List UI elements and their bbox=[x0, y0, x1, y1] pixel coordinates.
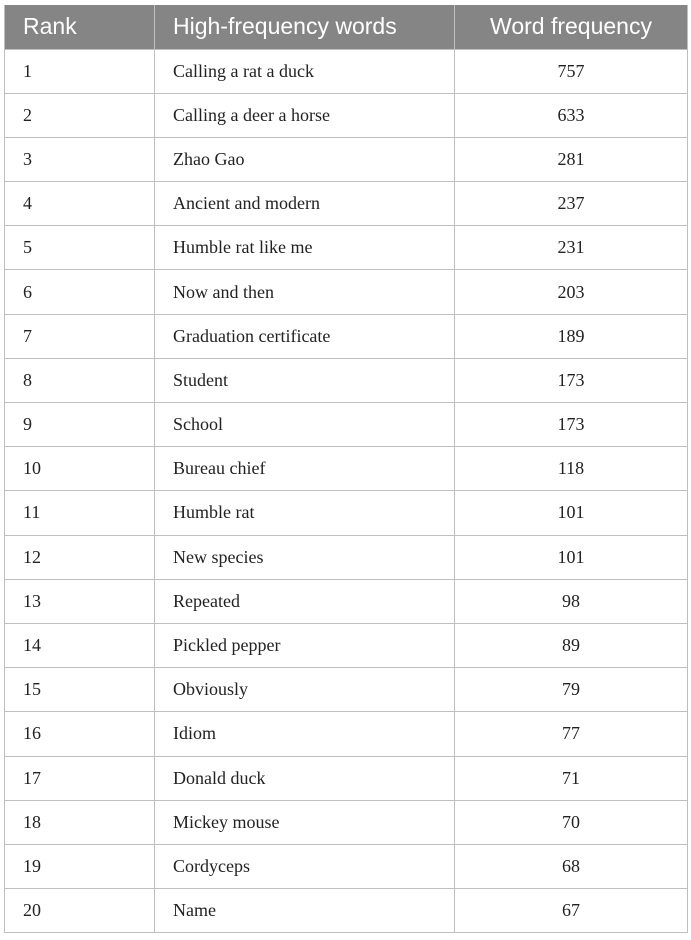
cell-frequency: 70 bbox=[455, 800, 688, 844]
cell-rank: 7 bbox=[5, 314, 155, 358]
cell-rank: 2 bbox=[5, 93, 155, 137]
table-row bbox=[5, 889, 688, 933]
cell-word: Humble rat bbox=[155, 491, 455, 535]
cell-frequency: 237 bbox=[455, 182, 688, 226]
header-frequency: Word frequency bbox=[455, 5, 688, 49]
cell-frequency: 173 bbox=[455, 403, 688, 447]
cell-frequency: 189 bbox=[455, 314, 688, 358]
cell-rank: 5 bbox=[5, 226, 155, 270]
cell-rank: 3 bbox=[5, 137, 155, 181]
header-rank: Rank bbox=[5, 5, 155, 49]
cell-rank: 19 bbox=[5, 844, 155, 888]
table-row bbox=[5, 137, 688, 181]
table-row bbox=[5, 535, 688, 579]
table-row bbox=[5, 358, 688, 402]
cell-word: Calling a rat a duck bbox=[155, 49, 455, 93]
table-row bbox=[5, 403, 688, 447]
cell-rank: 1 bbox=[5, 49, 155, 93]
cell-frequency: 67 bbox=[455, 889, 688, 933]
cell-frequency: 633 bbox=[455, 93, 688, 137]
cell-word: Donald duck bbox=[155, 756, 455, 800]
cell-rank: 15 bbox=[5, 668, 155, 712]
cell-frequency: 757 bbox=[455, 49, 688, 93]
cell-word: Name bbox=[155, 889, 455, 933]
cell-frequency: 101 bbox=[455, 491, 688, 535]
header-word: High-frequency words bbox=[155, 5, 455, 49]
cell-word: Pickled pepper bbox=[155, 623, 455, 667]
table-row bbox=[5, 93, 688, 137]
cell-word: Idiom bbox=[155, 712, 455, 756]
cell-rank: 16 bbox=[5, 712, 155, 756]
cell-word: Calling a deer a horse bbox=[155, 93, 455, 137]
table-row bbox=[5, 800, 688, 844]
cell-rank: 4 bbox=[5, 182, 155, 226]
cell-word: Humble rat like me bbox=[155, 226, 455, 270]
cell-frequency: 89 bbox=[455, 623, 688, 667]
cell-word: Ancient and modern bbox=[155, 182, 455, 226]
cell-frequency: 231 bbox=[455, 226, 688, 270]
cell-frequency: 79 bbox=[455, 668, 688, 712]
cell-word: School bbox=[155, 403, 455, 447]
cell-frequency: 203 bbox=[455, 270, 688, 314]
table-row bbox=[5, 844, 688, 888]
header-row bbox=[5, 5, 688, 49]
cell-rank: 13 bbox=[5, 579, 155, 623]
cell-word: Obviously bbox=[155, 668, 455, 712]
cell-word: New species bbox=[155, 535, 455, 579]
cell-word: Repeated bbox=[155, 579, 455, 623]
cell-frequency: 98 bbox=[455, 579, 688, 623]
cell-frequency: 77 bbox=[455, 712, 688, 756]
cell-frequency: 281 bbox=[455, 137, 688, 181]
cell-word: Cordyceps bbox=[155, 844, 455, 888]
table-row bbox=[5, 623, 688, 667]
cell-rank: 10 bbox=[5, 447, 155, 491]
table-row bbox=[5, 226, 688, 270]
table-row bbox=[5, 49, 688, 93]
cell-frequency: 118 bbox=[455, 447, 688, 491]
table-row bbox=[5, 712, 688, 756]
cell-rank: 18 bbox=[5, 800, 155, 844]
cell-rank: 11 bbox=[5, 491, 155, 535]
cell-frequency: 68 bbox=[455, 844, 688, 888]
table-row bbox=[5, 270, 688, 314]
cell-word: Now and then bbox=[155, 270, 455, 314]
cell-word: Student bbox=[155, 358, 455, 402]
cell-frequency: 71 bbox=[455, 756, 688, 800]
cell-word: Graduation certificate bbox=[155, 314, 455, 358]
cell-rank: 8 bbox=[5, 358, 155, 402]
cell-rank: 9 bbox=[5, 403, 155, 447]
cell-rank: 6 bbox=[5, 270, 155, 314]
cell-word: Bureau chief bbox=[155, 447, 455, 491]
table-row bbox=[5, 668, 688, 712]
table-row bbox=[5, 182, 688, 226]
cell-frequency: 101 bbox=[455, 535, 688, 579]
cell-rank: 14 bbox=[5, 623, 155, 667]
cell-rank: 17 bbox=[5, 756, 155, 800]
table-header bbox=[5, 5, 688, 49]
cell-rank: 12 bbox=[5, 535, 155, 579]
table-row bbox=[5, 756, 688, 800]
table-row bbox=[5, 314, 688, 358]
cell-word: Zhao Gao bbox=[155, 137, 455, 181]
cell-rank: 20 bbox=[5, 889, 155, 933]
word-frequency-table bbox=[4, 5, 688, 933]
table-row bbox=[5, 579, 688, 623]
table-row bbox=[5, 447, 688, 491]
table-row bbox=[5, 491, 688, 535]
table-body bbox=[5, 49, 688, 933]
cell-frequency: 173 bbox=[455, 358, 688, 402]
cell-word: Mickey mouse bbox=[155, 800, 455, 844]
